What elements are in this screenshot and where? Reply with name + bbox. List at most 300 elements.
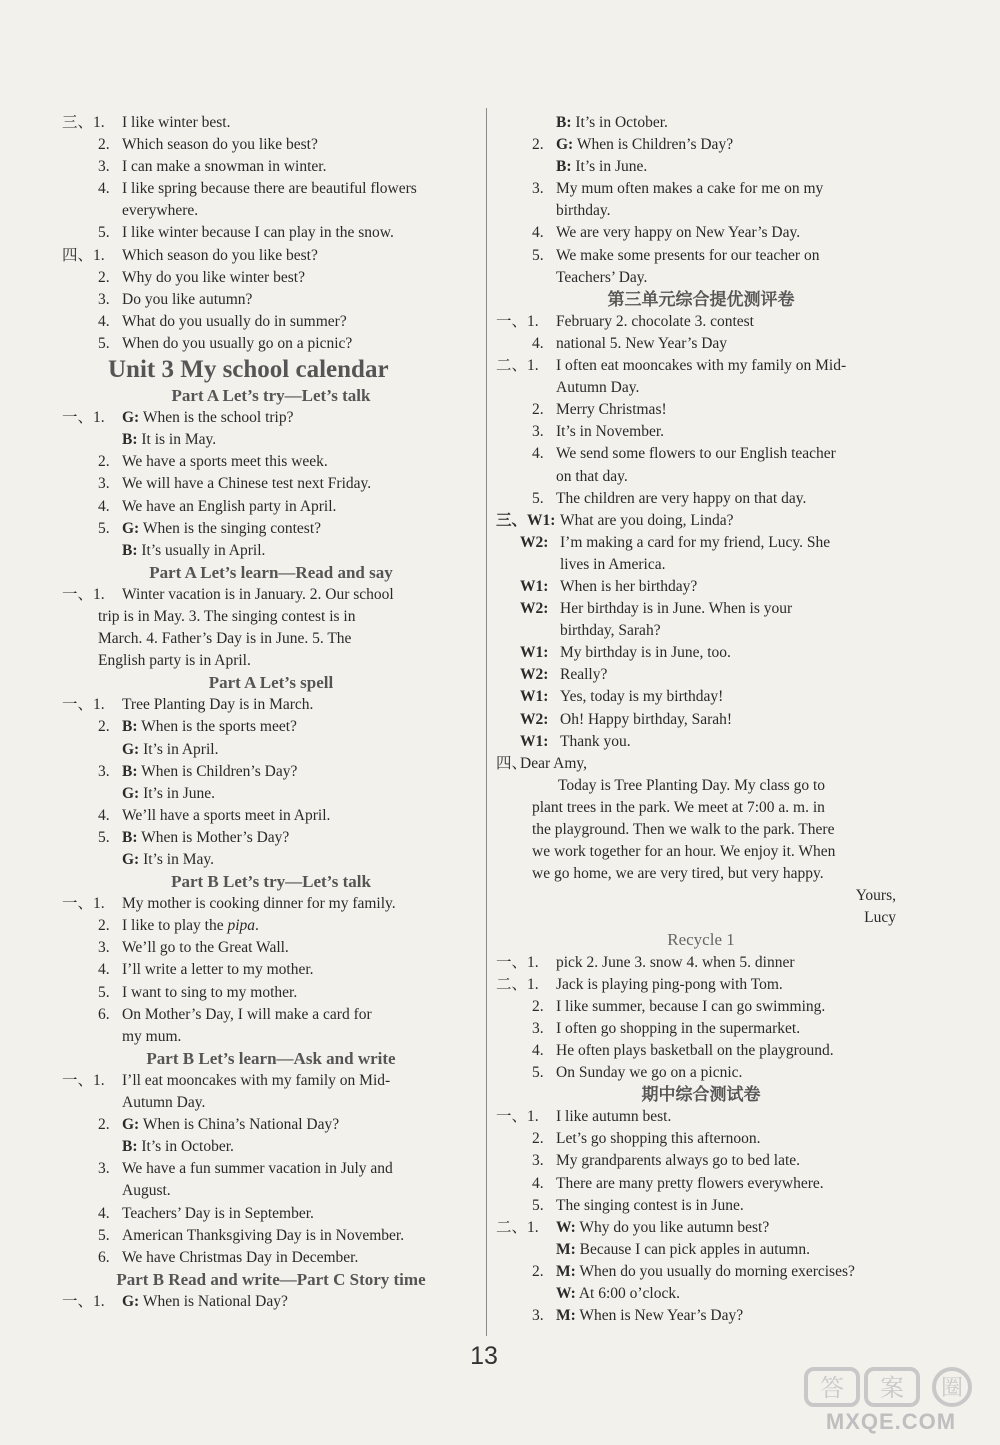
answer-number: 三、1. (62, 114, 105, 131)
answer-line (62, 1291, 480, 1313)
answer-text: My mother is cooking dinner for my family. (122, 895, 396, 913)
signoff-text: Yours, (855, 887, 896, 905)
speaker-tag: G: (122, 519, 140, 537)
answer-line (496, 488, 906, 510)
answer-line (496, 1173, 906, 1195)
speaker-tag: B: (556, 114, 572, 131)
answer-number: 4. (532, 445, 544, 463)
answer-number: 2. (532, 1262, 544, 1280)
answer-number: 3. (532, 180, 544, 198)
answer-number: 2. (98, 1116, 110, 1134)
answer-number: 二、1. (496, 1218, 539, 1236)
answer-line (62, 1026, 480, 1048)
answer-text: M: When is New Year’s Day? (556, 1307, 744, 1325)
answer-number: 4. (532, 1041, 544, 1059)
answer-text: Let’s go shopping this afternoon. (556, 1130, 761, 1148)
answer-text: birthday, Sarah? (560, 622, 661, 640)
answer-text: everywhere. (122, 202, 199, 220)
answer-text: I like winter because I can play in the snow. (122, 224, 394, 242)
answer-number: 3. (532, 1019, 544, 1037)
section-heading: Recycle 1 (667, 930, 735, 950)
letter-signoff (496, 907, 906, 929)
answer-text: Merry Christmas! (556, 401, 667, 419)
answer-line (62, 267, 480, 289)
answer-number: 4. (98, 1204, 110, 1222)
answer-line (62, 827, 480, 849)
answer-text: B: It’s usually in April. (122, 541, 266, 559)
answer-line (496, 1040, 906, 1062)
answer-line (62, 694, 480, 716)
answer-line (62, 156, 480, 178)
answer-number: 3. (98, 290, 110, 308)
answer-number: 3. (98, 1160, 110, 1178)
answer-line (496, 775, 906, 797)
letter-signoff (496, 885, 906, 907)
answer-number: 一、1. (496, 1108, 539, 1126)
answer-line (496, 134, 906, 156)
answer-line (62, 178, 480, 200)
speaker-tag: B: (122, 718, 138, 736)
answer-text: G: It’s in May. (122, 851, 214, 868)
unit-title: Unit 3 My school calendar (108, 356, 389, 384)
answer-text: I can make a snowman in winter. (122, 158, 327, 176)
answer-text: I want to sing to my mother. (122, 983, 298, 1001)
answer-number: 4. (532, 224, 544, 242)
watermark-glyph-2: 案 (880, 1376, 904, 1402)
answer-line (62, 1158, 480, 1180)
answer-text: Do you like autumn? (122, 290, 253, 308)
answer-number: 2. (98, 268, 110, 286)
answer-line (496, 333, 906, 355)
answer-number: 5. (532, 246, 544, 264)
answer-text: My grandparents always go to bed late. (556, 1152, 801, 1170)
answer-number: 3. (98, 158, 110, 176)
answer-line (496, 1018, 906, 1040)
answer-line (62, 650, 480, 672)
answer-text: birthday. (556, 202, 611, 220)
answer-line (62, 222, 480, 244)
answer-text: I like autumn best. (556, 1108, 672, 1126)
answer-text: we go home, we are very tired, but very happy. (532, 865, 824, 883)
answer-line (62, 407, 480, 429)
answer-number: W1: (520, 688, 549, 706)
answer-text: Her birthday is in June. When is your (560, 600, 793, 618)
answer-line (62, 540, 480, 562)
answer-line (496, 421, 906, 443)
answer-text: I often eat mooncakes with my family on Mid- (556, 357, 847, 375)
answer-line (62, 628, 480, 650)
answer-line (62, 1225, 480, 1247)
section-heading: 期中综合测试卷 (641, 1085, 761, 1105)
answer-line (496, 178, 906, 200)
answer-text: We’ll have a sports meet in April. (122, 806, 331, 824)
answer-line (496, 200, 906, 222)
answer-line (496, 753, 906, 775)
answer-line (62, 311, 480, 333)
answer-text: August. (122, 1182, 171, 1200)
answer-text: lives in America. (560, 555, 666, 573)
answer-text: What are you doing, Linda? (560, 511, 734, 529)
speaker-tag: G: (122, 851, 140, 868)
answer-text: we work together for an hour. We enjoy it. When (532, 843, 836, 861)
answer-line (496, 1106, 906, 1128)
answer-text: It’s in November. (556, 423, 665, 441)
answer-text: pick 2. June 3. snow 4. when 5. dinner (556, 953, 795, 971)
answer-number: 2. (532, 997, 544, 1015)
answer-text: B: It is in May. (122, 431, 217, 449)
answer-line (496, 797, 906, 819)
answer-line (496, 620, 906, 642)
answer-number: 2. (98, 718, 110, 736)
answer-line (62, 606, 480, 628)
answer-number: 5. (98, 983, 110, 1001)
speaker-tag: W: (556, 1284, 576, 1302)
answer-line (496, 1261, 906, 1283)
answer-number: 4. (98, 180, 110, 198)
answer-text: There are many pretty flowers everywhere. (556, 1174, 824, 1192)
answer-text: We are very happy on New Year’s Day. (556, 224, 801, 242)
answer-number: 一、1. (496, 953, 539, 971)
section-heading: Part B Let’s try—Let’s talk (171, 872, 371, 892)
answer-text: G: When is the school trip? (122, 409, 294, 427)
answer-line (496, 355, 906, 377)
answer-line (496, 245, 906, 267)
section-heading: Part A Let’s learn—Read and say (149, 562, 393, 582)
answer-number: 4. (532, 334, 544, 352)
answer-text: We have an English party in April. (122, 497, 337, 515)
answer-line (62, 893, 480, 915)
watermark-logo (796, 1365, 986, 1435)
speaker-tag: G: (122, 784, 140, 802)
answer-text: What do you usually do in summer? (122, 312, 347, 330)
answer-text: Oh! Happy birthday, Sarah! (560, 710, 733, 728)
answer-text: B: It’s in October. (556, 114, 668, 131)
answer-number: 6. (98, 1005, 110, 1023)
answer-text: the playground. Then we walk to the park. There (532, 821, 835, 838)
speaker-tag: B: (122, 541, 138, 559)
answer-line (496, 112, 906, 134)
answer-number: 四、1. (62, 246, 105, 264)
answer-text: Teachers’ Day. (556, 268, 648, 286)
answer-text: We’ll go to the Great Wall. (122, 939, 289, 957)
answer-text: We make some presents for our teacher on (556, 246, 820, 264)
answer-text: Why do you like winter best? (122, 268, 305, 286)
answer-text: plant trees in the park. We meet at 7:00 a. m. in (532, 798, 825, 816)
answer-number: 一、1. (62, 696, 105, 714)
watermark-glyph-1: 答 (820, 1376, 844, 1402)
answer-text: English party is in April. (98, 652, 251, 670)
answer-line (62, 959, 480, 981)
speaker-tag: M: (556, 1240, 576, 1258)
answer-number: 3. (532, 1152, 544, 1170)
answer-number: W2: (520, 533, 549, 551)
answer-line (62, 289, 480, 311)
answer-line (62, 1203, 480, 1225)
answer-number: 4. (98, 806, 110, 824)
answer-line (62, 1070, 480, 1092)
answer-line (496, 841, 906, 863)
answer-text: B: When is Children’s Day? (122, 762, 298, 780)
answer-text: We send some flowers to our English teacher (556, 445, 836, 463)
answer-number: 5. (98, 334, 110, 352)
answer-line (62, 982, 480, 1004)
answer-number: 二、1. (496, 357, 539, 375)
answer-text: trip is in May. 3. The singing contest is in (98, 607, 356, 625)
speaker-tag: B: (556, 158, 572, 176)
speaker-tag: M: (556, 1307, 576, 1325)
answer-number: 一、1. (62, 409, 105, 427)
answer-text: Thank you. (560, 732, 631, 750)
answer-text: I like to play the pipa. (122, 917, 259, 935)
answer-number: 5. (98, 519, 110, 537)
answer-line (496, 576, 906, 598)
answer-number: 一、1. (62, 1292, 105, 1310)
answer-line (62, 739, 480, 761)
answer-text: W: Why do you like autumn best? (556, 1218, 770, 1236)
answer-line (496, 1305, 906, 1327)
answer-text: We will have a Chinese test next Friday. (122, 475, 372, 493)
section-heading: Part B Let’s learn—Ask and write (146, 1048, 396, 1068)
answer-number: 一、1. (62, 895, 105, 913)
answer-number: 4. (532, 1174, 544, 1192)
answer-line (62, 716, 480, 738)
answer-line (62, 333, 480, 355)
answer-text: Dear Amy, (520, 754, 588, 772)
answer-number: 二、1. (496, 975, 539, 993)
answer-line (62, 112, 480, 134)
answer-line (62, 134, 480, 156)
answer-number: 5. (98, 1226, 110, 1244)
speaker-tag: G: (122, 740, 140, 758)
answer-text: I’m making a card for my friend, Lucy. She (560, 533, 831, 551)
answer-text: February 2. chocolate 3. contest (556, 312, 754, 330)
answer-line (496, 819, 906, 841)
answer-line (62, 245, 480, 267)
answer-text: G: When is Children’s Day? (556, 136, 734, 154)
answer-line (496, 974, 906, 996)
answer-line (496, 399, 906, 421)
left-column (62, 112, 480, 1313)
answer-number: 2. (98, 136, 110, 154)
answer-text: On Sunday we go on a picnic. (556, 1064, 743, 1082)
speaker-tag: M: (556, 1262, 576, 1280)
answer-line (496, 1062, 906, 1084)
answer-line (496, 1195, 906, 1217)
answer-text: We have a fun summer vacation in July and (122, 1160, 393, 1178)
answer-number: 2. (532, 401, 544, 419)
answer-text: G: When is China’s National Day? (122, 1116, 340, 1134)
answer-line (496, 598, 906, 620)
answer-line (496, 466, 906, 488)
answer-line (62, 849, 480, 871)
answer-line (496, 642, 906, 664)
answer-text: B: It’s in October. (122, 1138, 234, 1156)
answer-text: Today is Tree Planting Day. My class go to (558, 776, 825, 794)
answer-line (496, 510, 906, 532)
answer-number: 一、1. (62, 1071, 105, 1089)
answer-number: 3. (532, 423, 544, 441)
speaker-tag: G: (122, 409, 140, 427)
speaker-tag: B: (122, 1138, 138, 1156)
answer-text: G: When is the singing contest? (122, 519, 322, 537)
watermark-text: MXQE.COM (825, 1409, 957, 1434)
answer-number: 5. (98, 828, 110, 846)
answer-line (496, 996, 906, 1018)
answer-line (496, 1217, 906, 1239)
answer-number: W1: (520, 732, 549, 750)
answer-text: I like winter best. (122, 114, 231, 131)
answer-text: Autumn Day. (556, 379, 640, 397)
answer-line (62, 783, 480, 805)
watermark-glyph-3: 圈 (940, 1375, 964, 1400)
answer-text: Autumn Day. (122, 1094, 206, 1112)
answer-text: G: It’s in April. (122, 740, 219, 758)
answer-text: My mum often makes a cake for me on my (556, 180, 824, 198)
answer-line (62, 584, 480, 606)
answer-line (496, 1283, 906, 1305)
answer-text: Yes, today is my birthday! (560, 688, 724, 706)
section-heading: Part B Read and write—Part C Story time (116, 1269, 426, 1289)
answer-line (496, 443, 906, 465)
answer-text: M: Because I can pick apples in autumn. (556, 1240, 810, 1258)
answer-line (496, 686, 906, 708)
answer-line (496, 664, 906, 686)
answer-text: The children are very happy on that day. (556, 489, 807, 507)
section-heading: 第三单元综合提优测评卷 (607, 289, 795, 309)
answer-number: 4. (98, 312, 110, 330)
answer-text: We have a sports meet this week. (122, 453, 328, 471)
answer-line (496, 554, 906, 576)
answer-line (496, 267, 906, 289)
answer-line (496, 863, 906, 885)
answer-line (62, 805, 480, 827)
answer-number: 5. (532, 489, 544, 507)
speaker-tag: G: (122, 1116, 140, 1134)
answer-text: When do you usually go on a picnic? (122, 334, 353, 352)
answer-text: M: When do you usually do morning exercises? (556, 1262, 855, 1280)
answer-number: W2: (520, 710, 549, 728)
answer-line (496, 1128, 906, 1150)
answer-line (496, 709, 906, 731)
answer-text: national 5. New Year’s Day (556, 334, 728, 352)
answer-number: 2. (98, 917, 110, 935)
answer-number: 2. (532, 1130, 544, 1148)
answer-number: 5. (98, 224, 110, 242)
answer-line (62, 451, 480, 473)
answer-number: 四、 (496, 754, 528, 772)
answer-number: W1: (520, 644, 549, 662)
answer-text: B: It’s in June. (556, 158, 648, 176)
answer-text: On Mother’s Day, I will make a card for (122, 1005, 372, 1023)
answer-text: Which season do you like best? (122, 136, 318, 154)
answer-number: 6. (98, 1248, 110, 1266)
answer-text: He often plays basketball on the playground. (556, 1041, 834, 1059)
answer-line (496, 156, 906, 178)
answer-line (62, 1247, 480, 1269)
answer-text: I like summer, because I can go swimming. (556, 997, 826, 1015)
answer-number: 3. (98, 475, 110, 493)
speaker-tag: B: (122, 828, 138, 846)
answer-line (62, 1136, 480, 1158)
answer-line (62, 937, 480, 959)
answer-line (62, 1180, 480, 1202)
answer-line (62, 518, 480, 540)
answer-number: 3. (98, 762, 110, 780)
answer-number: W1: (520, 577, 549, 595)
answer-line (62, 496, 480, 518)
italic-word: pipa (227, 917, 256, 935)
answer-text: American Thanksgiving Day is in November. (122, 1226, 405, 1244)
answer-text: When is her birthday? (560, 577, 698, 595)
answer-line (496, 1150, 906, 1172)
answer-number: 3. (532, 1307, 544, 1325)
answer-text: Jack is playing ping-pong with Tom. (556, 975, 783, 993)
answer-text: G: It’s in June. (122, 784, 215, 802)
answer-line (62, 1114, 480, 1136)
answer-number: W2: (520, 600, 549, 618)
answer-text: I often go shopping in the supermarket. (556, 1019, 801, 1037)
answer-text: I like spring because there are beautiful flowers (122, 180, 417, 198)
answer-number: 5. (532, 1064, 544, 1082)
answer-number: 2. (532, 136, 544, 154)
answer-line (62, 1004, 480, 1026)
answer-text: Teachers’ Day is in September. (122, 1204, 314, 1222)
answer-text: We have Christmas Day in December. (122, 1248, 359, 1266)
section-heading: Part A Let’s spell (208, 673, 334, 693)
speaker-tag: B: (122, 762, 138, 780)
answer-text: on that day. (556, 467, 628, 485)
answer-number: 3. (98, 939, 110, 957)
section-heading: Part A Let’s try—Let’s talk (171, 386, 371, 406)
answer-number: 三、W1: (496, 511, 556, 529)
answer-number: 一、1. (62, 585, 105, 603)
answer-number: W2: (520, 666, 549, 684)
speaker-tag: W: (556, 1218, 576, 1236)
answer-number: 一、1. (496, 312, 539, 330)
answer-line (496, 532, 906, 554)
answer-line (496, 311, 906, 333)
answer-text: Which season do you like best? (122, 246, 318, 264)
answer-number: 4. (98, 961, 110, 979)
answer-line (62, 761, 480, 783)
answer-text: I’ll write a letter to my mother. (122, 961, 314, 979)
signoff-text: Lucy (864, 909, 896, 927)
answer-text: W: At 6:00 o’clock. (556, 1284, 680, 1302)
answer-text: My birthday is in June, too. (560, 644, 731, 662)
watermark-glyph-icon (804, 1365, 984, 1407)
answer-text: my mum. (122, 1027, 182, 1045)
right-column (496, 112, 906, 1327)
answer-line (62, 200, 480, 222)
answer-text: B: When is the sports meet? (122, 718, 297, 736)
answer-text: B: When is Mother’s Day? (122, 828, 290, 846)
page-number: 13 (470, 1342, 498, 1370)
answer-text: I’ll eat mooncakes with my family on Mid- (122, 1071, 391, 1089)
speaker-tag: B: (122, 431, 138, 449)
answer-text: G: When is National Day? (122, 1292, 288, 1310)
answer-text: The singing contest is in June. (556, 1196, 744, 1214)
answer-line (62, 429, 480, 451)
answer-number: 5. (532, 1196, 544, 1214)
answer-text: March. 4. Father’s Day is in June. 5. The (98, 630, 352, 648)
answer-text: Really? (560, 666, 608, 684)
answer-line (62, 1092, 480, 1114)
answer-line (496, 377, 906, 399)
speaker-tag: G: (122, 1292, 140, 1310)
answer-text: Tree Planting Day is in March. (122, 696, 314, 714)
answer-number: 2. (98, 453, 110, 471)
column-divider (486, 108, 487, 1336)
